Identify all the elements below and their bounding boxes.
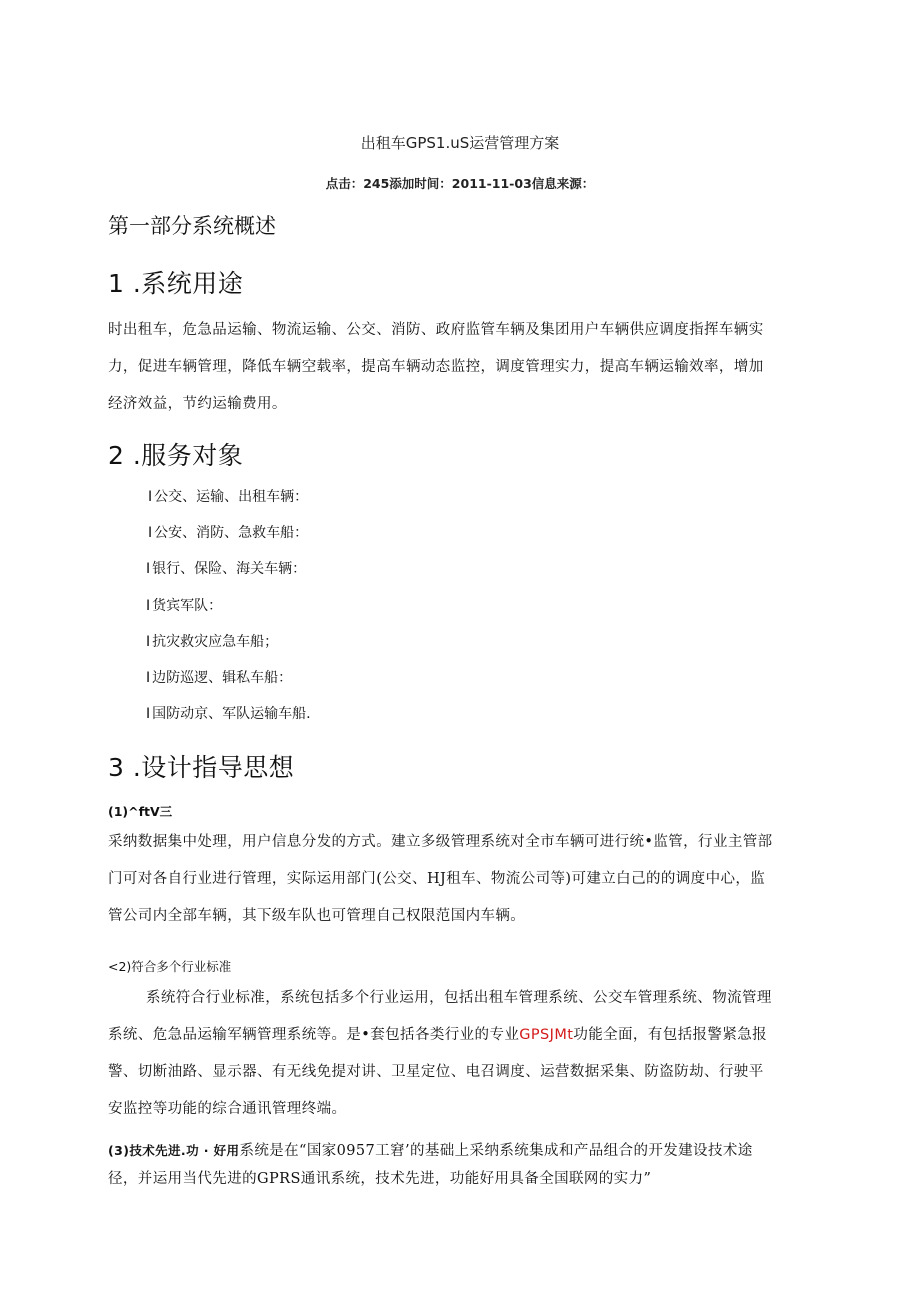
list-item: I 边防巡逻、辑私车船： [146,670,293,686]
subsection3-label: (3)技术先进.功 · 好用 [108,1143,240,1158]
paragraph-line: 经济效益，节约运输费用。 [108,396,287,412]
bullet-glyph: I [148,489,153,505]
paragraph-line: 力，促进车辆管理，降低车辆空载率，提高车辆动态监控，调度管理实力，提高车辆运输效率，增加 [108,359,764,375]
paragraph-line: 管公司内全部车辆，其下级车队也可管理自己权限范国内车辆。 [108,908,526,924]
bullet-glyph: I [146,634,151,650]
paragraph-line: (3)技术先进.功 · 好用系统是在“国家0957工窘’的基础上采纳系统集成和产品组合的开发建设技术途 [108,1143,753,1159]
list-item: I 公交、运输、出租车辆： [148,489,309,505]
list-item: I 抗灾救灾应急车船； [146,634,279,650]
list-item: I 银行、保险、海关车辆： [146,561,307,577]
document-title: 出租车GPS1.uS运营管理方案 [360,134,560,152]
paragraph-line: 径，并运用当代先进的GPRS通讯系统，技术先进，功能好用具备全国联网的实力” [108,1171,652,1187]
paragraph-line: 门可对各自行业进行管理，实际运用部门(公交、HJ租车、物流公司等)可建立白己的的调度中心，监 [108,871,766,887]
list-item: I 国防动京、军队运输车船. [146,706,311,722]
paragraph-line: 采纳数据集中处理，用户信息分发的方式。建立多级管理系统对全市车辆可进行统•监管，行业主管部 [108,834,773,850]
part-heading: 第一部分系统概述 [108,214,276,238]
bullet-glyph: I [146,706,151,722]
paragraph-line: 警、切断油路、显示器、有无线免提对讲、卫星定位、电召调度、运营数据采集、防盗防劫、行驶平 [108,1064,764,1080]
section2-heading: 2 .服务对象 [108,441,244,470]
bullet-glyph: I [146,561,151,577]
paragraph-line: 系统符合行业标准，系统包括多个行业运用，包括出租车管理系统、公交车管理系统、物流管理 [146,990,772,1006]
paragraph-line: 时出租车，危急品运输、物流运输、公交、消防、政府监管车辆及集团用户车辆供应调度指挥车辆实 [108,322,764,338]
section1-paragraph [108,312,796,423]
subsection1-label: (1)^ftV三 [108,804,173,819]
bullet-glyph: I [146,670,151,686]
subsection2-label: <2)符合多个行业标准 [108,959,232,974]
bullet-glyph: I [146,598,151,614]
subsection2-paragraph [108,980,796,1128]
paragraph-line: 安监控等功能的综合通讯管理终端。 [108,1101,347,1117]
section3-heading: 3 .设计指导思想 [108,753,295,782]
document-meta: 点击：245添加时间：2011-11-03信息来源： [325,176,595,191]
highlight-text: GPSJMt [519,1027,574,1043]
paragraph-line: 系统、危急品运输军辆管理系统等。是•套包括各类行业的专业GPSJMt功能全面，有包括报警紧急报 [108,1027,768,1043]
bullet-glyph: I [148,525,153,541]
subsection1-paragraph [108,824,796,935]
subsection3-paragraph [108,1137,796,1193]
section1-heading: 1 .系统用途 [108,269,244,298]
list-item: I 货宾军队： [146,598,223,614]
list-item: I 公安、消防、急救车船： [148,525,309,541]
